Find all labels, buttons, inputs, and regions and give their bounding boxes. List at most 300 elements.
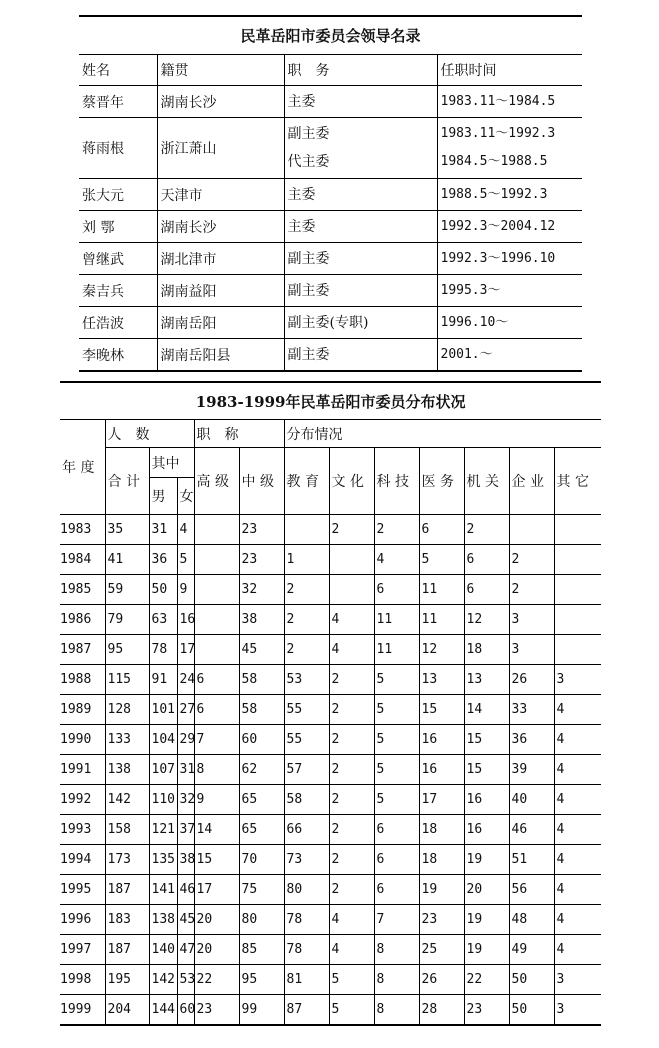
cell-enterprise: 46 [509,815,554,845]
cell-medical: 6 [419,515,464,545]
leader-name: 蔡晋年 [79,86,157,118]
cell-other: 4 [554,845,601,875]
cell-agency: 16 [464,785,509,815]
cell-science: 5 [374,695,419,725]
cell-middle: 62 [239,755,284,785]
cell-male: 138 [149,905,177,935]
cell-senior: 22 [194,965,239,995]
cell-other: 3 [554,995,601,1026]
leader-term: 1988.5～1992.3 [440,186,548,202]
cell-total: 95 [105,635,149,665]
cell-female: 9 [177,575,194,605]
cell-year: 1998 [60,965,105,995]
header-science: 科 技 [374,448,419,515]
leader-name: 曾继武 [79,243,157,275]
leader-position: 主委 [287,218,316,235]
header-female: 女 [177,478,194,515]
cell-agency: 15 [464,725,509,755]
cell-agency: 14 [464,695,509,725]
header-medical: 医 务 [419,448,464,515]
cell-education: 87 [284,995,329,1026]
leader-name: 张大元 [79,179,157,211]
cell-agency: 6 [464,545,509,575]
leaders-header-row [79,55,582,86]
cell-total: 142 [105,785,149,815]
cell-other [554,575,601,605]
header-senior: 高 级 [194,448,239,515]
cell-medical: 15 [419,695,464,725]
cell-science: 5 [374,785,419,815]
cell-agency: 19 [464,935,509,965]
cell-total: 35 [105,515,149,545]
cell-year: 1993 [60,815,105,845]
header-middle: 中 级 [239,448,284,515]
cell-total: 187 [105,935,149,965]
header-people: 人 数 [105,420,194,448]
cell-male: 140 [149,935,177,965]
leader-position: 副主委 [287,126,330,142]
leaders-title: 民革岳阳市委员会领导名录 [79,16,582,55]
cell-other: 4 [554,815,601,845]
cell-middle: 23 [239,545,284,575]
leader-term: 1995.3～ [440,282,501,298]
distribution-row [60,905,601,935]
cell-medical: 5 [419,545,464,575]
distribution-header-row-2 [60,448,601,478]
cell-medical: 23 [419,905,464,935]
cell-culture: 2 [329,725,374,755]
leader-row [79,275,582,307]
cell-other [554,515,601,545]
leader-positions [284,118,437,179]
cell-male: 91 [149,665,177,695]
cell-male: 142 [149,965,177,995]
leader-position: 副主委 [287,282,330,299]
cell-culture: 2 [329,845,374,875]
cell-culture: 2 [329,875,374,905]
leader-row [79,86,582,118]
cell-middle: 85 [239,935,284,965]
header-term: 任职时间 [437,55,582,86]
cell-education: 78 [284,935,329,965]
distribution-row [60,755,601,785]
cell-female: 45 [177,905,194,935]
cell-senior: 23 [194,995,239,1026]
distribution-row [60,875,601,905]
cell-culture: 4 [329,605,374,635]
cell-total: 59 [105,575,149,605]
cell-other: 4 [554,785,601,815]
cell-science: 4 [374,545,419,575]
cell-other [554,605,601,635]
cell-total: 187 [105,875,149,905]
cell-enterprise: 3 [509,635,554,665]
leader-term: 2001.～ [440,346,493,362]
leader-positions [284,339,437,372]
cell-year: 1999 [60,995,105,1026]
leader-position: 主委 [287,186,316,203]
cell-education: 2 [284,605,329,635]
cell-enterprise: 2 [509,545,554,575]
cell-female: 37 [177,815,194,845]
leader-positions [284,243,437,275]
cell-culture: 2 [329,515,374,545]
leader-row [79,211,582,243]
cell-male: 36 [149,545,177,575]
cell-agency: 12 [464,605,509,635]
leader-origin: 湖南益阳 [157,275,284,307]
distribution-row [60,695,601,725]
leader-position: 代主委 [287,154,330,170]
cell-enterprise: 36 [509,725,554,755]
cell-science: 5 [374,725,419,755]
leader-row [79,339,582,372]
leader-positions [284,275,437,307]
cell-senior [194,635,239,665]
cell-science: 8 [374,935,419,965]
cell-other: 4 [554,725,601,755]
leader-term: 1992.3～1996.10 [440,250,556,266]
cell-female: 5 [177,545,194,575]
cell-total: 41 [105,545,149,575]
distribution-row [60,665,601,695]
cell-enterprise: 50 [509,995,554,1026]
cell-total: 115 [105,665,149,695]
header-other: 其 它 [554,448,601,515]
leader-terms [437,211,582,243]
cell-medical: 16 [419,755,464,785]
cell-year: 1984 [60,545,105,575]
cell-culture: 4 [329,635,374,665]
cell-year: 1996 [60,905,105,935]
leader-terms [437,339,582,372]
distribution-header-row-1 [60,420,601,448]
cell-female: 60 [177,995,194,1026]
leader-origin: 天津市 [157,179,284,211]
cell-science: 7 [374,905,419,935]
cell-science: 2 [374,515,419,545]
cell-medical: 11 [419,605,464,635]
cell-year: 1994 [60,845,105,875]
cell-other: 4 [554,875,601,905]
cell-year: 1983 [60,515,105,545]
cell-agency: 2 [464,515,509,545]
cell-other: 4 [554,755,601,785]
cell-education: 55 [284,695,329,725]
cell-female: 46 [177,875,194,905]
cell-middle: 65 [239,815,284,845]
cell-science: 8 [374,995,419,1026]
cell-medical: 26 [419,965,464,995]
header-agency: 机 关 [464,448,509,515]
cell-science: 8 [374,965,419,995]
cell-year: 1990 [60,725,105,755]
cell-education: 78 [284,905,329,935]
cell-male: 107 [149,755,177,785]
header-total: 合 计 [105,448,149,515]
header-distribution: 分布情况 [284,420,601,448]
cell-senior [194,605,239,635]
cell-medical: 18 [419,845,464,875]
distribution-row [60,995,601,1026]
cell-science: 5 [374,665,419,695]
leader-origin: 湖南长沙 [157,211,284,243]
cell-senior: 7 [194,725,239,755]
cell-enterprise: 40 [509,785,554,815]
leader-position: 副主委(专职) [287,314,369,331]
cell-agency: 20 [464,875,509,905]
cell-science: 11 [374,605,419,635]
cell-science: 6 [374,845,419,875]
leader-position: 副主委 [287,346,330,363]
cell-male: 78 [149,635,177,665]
cell-culture [329,545,374,575]
cell-female: 38 [177,845,194,875]
header-position: 职 务 [284,55,437,86]
leader-origin: 湖南岳阳 [157,307,284,339]
leader-terms [437,307,582,339]
cell-senior: 6 [194,665,239,695]
header-culture: 文 化 [329,448,374,515]
cell-female: 32 [177,785,194,815]
leader-positions [284,179,437,211]
cell-male: 31 [149,515,177,545]
cell-enterprise: 2 [509,575,554,605]
cell-senior [194,515,239,545]
cell-senior: 14 [194,815,239,845]
cell-total: 133 [105,725,149,755]
distribution-row [60,785,601,815]
cell-middle: 45 [239,635,284,665]
cell-year: 1992 [60,785,105,815]
cell-male: 144 [149,995,177,1026]
cell-education: 58 [284,785,329,815]
cell-education: 81 [284,965,329,995]
distribution-row [60,575,601,605]
leader-positions [284,86,437,118]
cell-male: 101 [149,695,177,725]
cell-middle: 23 [239,515,284,545]
leader-terms [437,275,582,307]
distribution-row [60,635,601,665]
cell-enterprise: 26 [509,665,554,695]
cell-medical: 13 [419,665,464,695]
cell-year: 1991 [60,755,105,785]
cell-enterprise: 48 [509,905,554,935]
cell-culture: 2 [329,695,374,725]
cell-other: 4 [554,905,601,935]
cell-culture: 2 [329,665,374,695]
cell-middle: 80 [239,905,284,935]
cell-year: 1988 [60,665,105,695]
cell-science: 5 [374,755,419,785]
cell-middle: 60 [239,725,284,755]
distribution-row [60,605,601,635]
cell-female: 47 [177,935,194,965]
header-year: 年 度 [60,420,105,515]
cell-agency: 23 [464,995,509,1026]
cell-science: 6 [374,815,419,845]
cell-middle: 95 [239,965,284,995]
cell-medical: 11 [419,575,464,605]
cell-female: 16 [177,605,194,635]
cell-medical: 19 [419,875,464,905]
cell-medical: 28 [419,995,464,1026]
cell-enterprise [509,515,554,545]
cell-medical: 25 [419,935,464,965]
leader-term: 1996.10～ [440,314,509,330]
cell-enterprise: 51 [509,845,554,875]
cell-other: 3 [554,665,601,695]
cell-total: 195 [105,965,149,995]
cell-middle: 70 [239,845,284,875]
cell-total: 183 [105,905,149,935]
cell-education: 57 [284,755,329,785]
cell-year: 1995 [60,875,105,905]
leader-terms [437,179,582,211]
cell-medical: 12 [419,635,464,665]
cell-agency: 22 [464,965,509,995]
leaders-table [79,15,582,372]
cell-senior [194,575,239,605]
leader-row [79,243,582,275]
cell-middle: 75 [239,875,284,905]
leader-origin: 湖南长沙 [157,86,284,118]
cell-culture: 4 [329,905,374,935]
cell-medical: 17 [419,785,464,815]
leader-row [79,179,582,211]
cell-senior [194,545,239,575]
distribution-row [60,515,601,545]
cell-year: 1985 [60,575,105,605]
leader-positions [284,211,437,243]
cell-science: 11 [374,635,419,665]
cell-total: 79 [105,605,149,635]
cell-male: 63 [149,605,177,635]
distribution-row [60,815,601,845]
cell-culture: 2 [329,815,374,845]
cell-culture: 5 [329,995,374,1026]
cell-enterprise: 56 [509,875,554,905]
cell-enterprise: 39 [509,755,554,785]
leader-name: 任浩波 [79,307,157,339]
distribution-row [60,965,601,995]
cell-senior: 8 [194,755,239,785]
cell-education: 80 [284,875,329,905]
leader-positions [284,307,437,339]
header-education: 教 育 [284,448,329,515]
cell-education: 2 [284,635,329,665]
cell-female: 31 [177,755,194,785]
cell-senior: 9 [194,785,239,815]
cell-total: 158 [105,815,149,845]
cell-middle: 58 [239,695,284,725]
cell-culture: 5 [329,965,374,995]
leader-position: 主委 [287,93,316,110]
cell-male: 110 [149,785,177,815]
cell-agency: 13 [464,665,509,695]
distribution-row [60,845,601,875]
header-among: 其中 [149,448,194,478]
leader-name: 刘 鄂 [79,211,157,243]
cell-enterprise: 50 [509,965,554,995]
leader-origin: 湖北津市 [157,243,284,275]
cell-other: 3 [554,965,601,995]
distribution-title: 1983-1999年民革岳阳市委员分布状况 [60,382,601,420]
cell-male: 135 [149,845,177,875]
leader-origin: 浙江萧山 [157,118,284,179]
cell-culture: 2 [329,755,374,785]
cell-total: 138 [105,755,149,785]
cell-female: 27 [177,695,194,725]
cell-other [554,545,601,575]
leader-name: 秦吉兵 [79,275,157,307]
cell-senior: 20 [194,935,239,965]
cell-other: 4 [554,695,601,725]
cell-female: 17 [177,635,194,665]
leader-origin: 湖南岳阳县 [157,339,284,372]
distribution-table [60,381,601,1026]
cell-agency: 19 [464,905,509,935]
cell-year: 1989 [60,695,105,725]
cell-female: 29 [177,725,194,755]
cell-female: 24 [177,665,194,695]
cell-middle: 99 [239,995,284,1026]
header-origin: 籍贯 [157,55,284,86]
cell-male: 141 [149,875,177,905]
cell-education: 53 [284,665,329,695]
leader-term: 1983.11～1984.5 [440,93,556,109]
cell-male: 121 [149,815,177,845]
header-name: 姓名 [79,55,157,86]
cell-agency: 15 [464,755,509,785]
cell-male: 104 [149,725,177,755]
cell-medical: 16 [419,725,464,755]
cell-middle: 38 [239,605,284,635]
distribution-row [60,545,601,575]
cell-senior: 17 [194,875,239,905]
cell-culture: 2 [329,785,374,815]
cell-enterprise: 49 [509,935,554,965]
cell-other [554,635,601,665]
cell-female: 4 [177,515,194,545]
cell-senior: 20 [194,905,239,935]
cell-education: 73 [284,845,329,875]
cell-total: 204 [105,995,149,1026]
leader-term: 1984.5～1988.5 [440,154,548,169]
leader-position: 副主委 [287,250,330,267]
cell-enterprise: 33 [509,695,554,725]
cell-male: 50 [149,575,177,605]
cell-senior: 15 [194,845,239,875]
cell-culture [329,575,374,605]
cell-science: 6 [374,875,419,905]
cell-total: 128 [105,695,149,725]
leader-name: 李晚林 [79,339,157,372]
leader-row [79,118,582,179]
distribution-row [60,725,601,755]
header-male: 男 [149,478,177,515]
leader-terms [437,118,582,179]
leader-terms [437,86,582,118]
cell-agency: 18 [464,635,509,665]
leader-term: 1983.11～1992.3 [440,126,556,141]
header-enterprise: 企 业 [509,448,554,515]
cell-education: 66 [284,815,329,845]
cell-senior: 6 [194,695,239,725]
cell-total: 173 [105,845,149,875]
cell-agency: 19 [464,845,509,875]
